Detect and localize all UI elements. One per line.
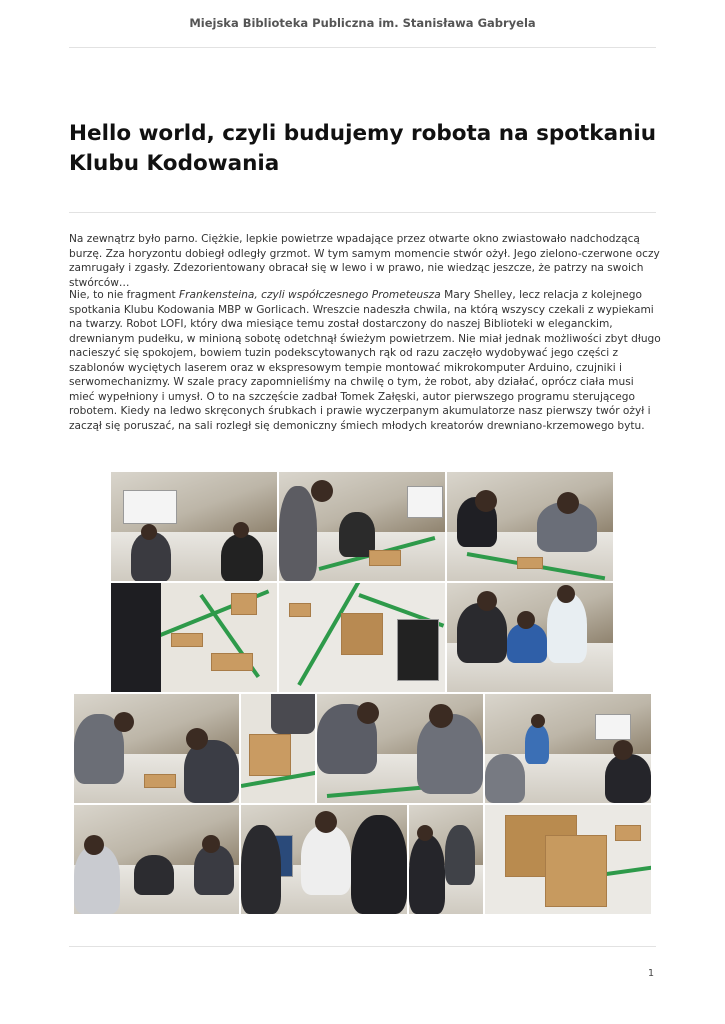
photo-12 — [241, 805, 407, 914]
paragraph-report — [69, 288, 661, 433]
title-divider — [69, 212, 656, 213]
photo-14 — [485, 805, 651, 914]
photo-11 — [74, 805, 239, 914]
header-library-name: Miejska Biblioteka Publiczna im. Stanisława Gabryela — [189, 16, 536, 30]
photo-13 — [409, 805, 483, 914]
photo-8 — [241, 694, 315, 803]
photo-4 — [111, 583, 277, 692]
photo-6 — [447, 583, 613, 692]
header-divider — [69, 47, 656, 48]
photo-1 — [111, 472, 277, 581]
photo-3 — [447, 472, 613, 581]
photo-5 — [279, 583, 445, 692]
photo-9 — [317, 694, 483, 803]
paragraph-intro: Na zewnątrz było parno. Ciężkie, lepkie powietrze wpadające przez otwarte okno zwiastowało nadchodzącą burzę. Zza horyzontu dobiegł odległy grzmot. W tym samym momencie stwór ożył. Jego zielono-czerwone oczy zamrugały i zgasły. Zdezorientowany obracał się w lewo i w prawo, nie wiedząc jeszcze, że patrzy na swoich stwórców… — [69, 233, 660, 289]
paragraph-report-start: Nie, to nie fragment — [69, 289, 180, 301]
footer-divider — [69, 946, 656, 947]
page-number: 1 — [647, 968, 654, 979]
photo-10 — [485, 694, 651, 803]
photo-7 — [74, 694, 239, 803]
paragraph-report-end: Mary Shelley, lecz relacja z kolejnego spotkania Klubu Kodowania MBP w Gorlicach. Wreszcie nadeszła chwila, na którą wszyscy czekali z wypiekami na twarzy. Robot LOFI, który dwa miesiące temu został dostarczony do naszej Biblioteki w eleganckim, drewnianym pudełku, w minioną sobotę odetchnął świeżym powietrzem. Nie miał jednak możliwości zbyt długo nacieszyć się spokojem, bowiem tuzin podekscytowanych rąk od razu zaczęło wydobywać jego części z szablonów wyciętych laserem oraz w ekspresowym tempie montować mikrokomputer Arduino, czujniki i serwomechanizmy. W szale pracy zapomnieliśmy na chwilę o tym, że robot, aby działać, oprócz ciała musi mieć wypełniony i umysł. O to na szczęście zadbał Tomek Załęski, autor pierwszego programu sterującego robotem. Kiedy na ledwo skręconych śrubkach i prawie wyczerpanym akumulatorze nasz pierwszy twór ożył i zaczął się poruszać, na sali rozległ się demoniczny śmiech młodych kreatorów drewniano-krzemowego bytu. — [69, 289, 661, 432]
photo-2 — [279, 472, 445, 581]
article-title: Hello world, czyli budujemy robota na spotkaniu Klubu Kodowania — [69, 121, 657, 176]
book-title: Frankensteina, czyli współczesnego Prometeusza — [179, 289, 441, 301]
